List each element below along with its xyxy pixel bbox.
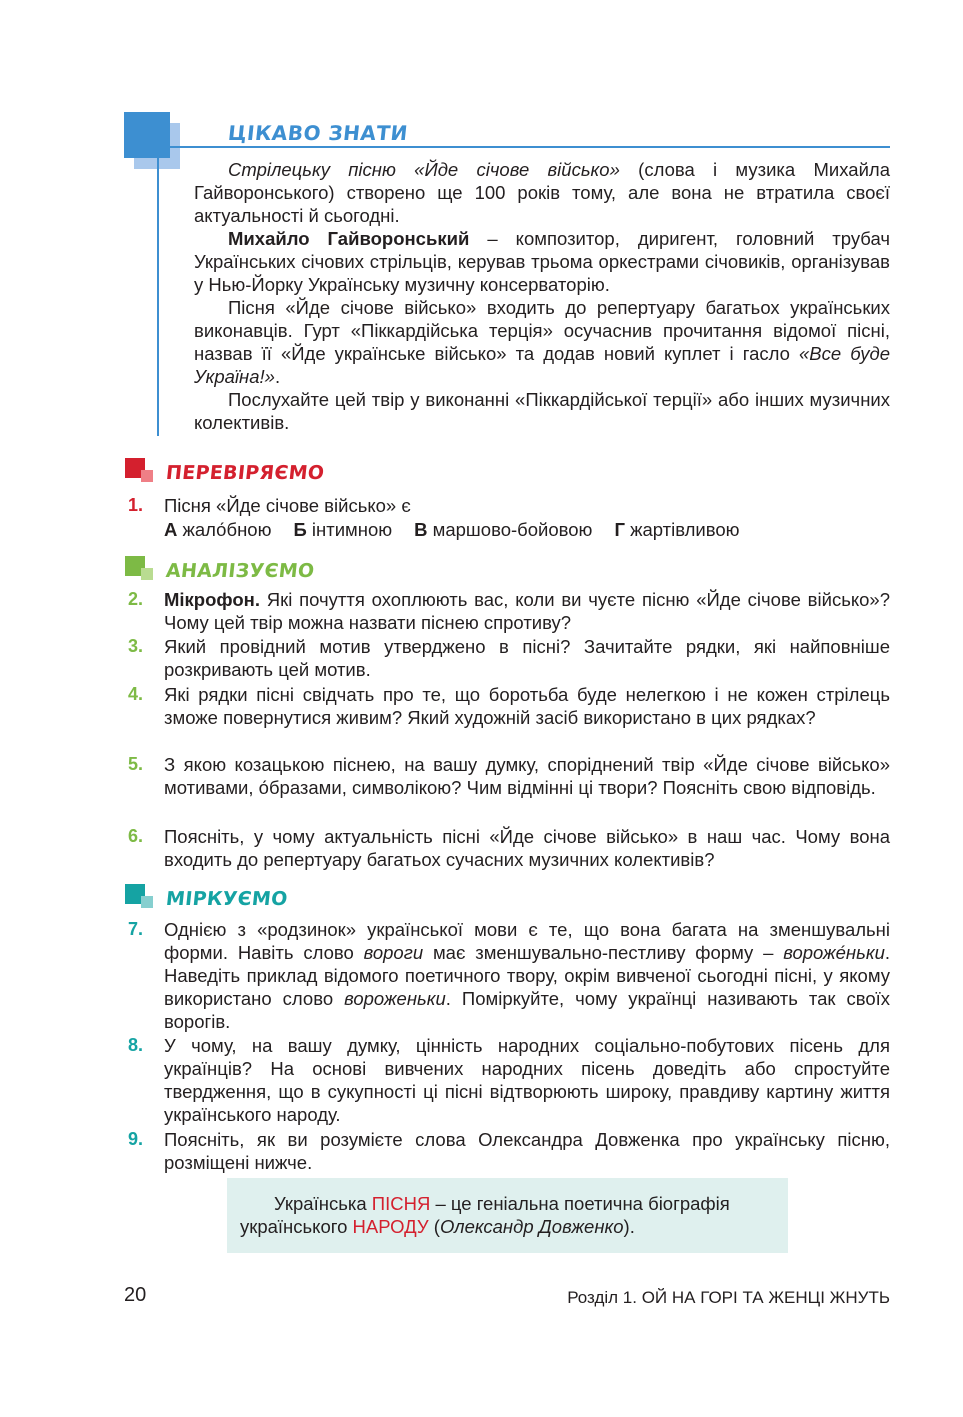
question-6-text: Поясніть, у чому актуальність пісні «Йде січове військо» в наш час. Чому вона входить до репертуару багатьох сучасних музичних колективів? (164, 826, 890, 870)
question-number-8: 8. (128, 1035, 144, 1055)
question-9-text: Поясніть, як ви розумієте слова Олександра Довженка про українську пісню, розміщені нижче. (164, 1129, 890, 1173)
cikavo-title: ЦІКАВО ЗНАТИ (226, 121, 410, 145)
question-2-text: Мікрофон. Які почуття охоплюють вас, коли ви чуєте пісню «Йде січове військо»? Чому цей твір можна назвати піснею спротиву? (164, 589, 890, 633)
question-number-3: 3. (128, 636, 144, 656)
question-number-2: 2. (128, 589, 144, 609)
pereviryaemo-title: ПЕРЕВІРЯЄМО (164, 462, 326, 484)
question-number-1: 1. (128, 495, 144, 515)
cikavo-body (194, 158, 890, 434)
quote-text: Українська ПІСНЯ – це геніальна поетична біографія українського НАРОДУ (Олександр Довженко). (240, 1193, 730, 1237)
cikavo-paragraph-1: Стрілецьку пісню «Йде січове військо» (слова і музика Михайла Гайворонського) створено ще 100 років тому, але вона не втратила своєї актуальності й сьогодні. (194, 159, 890, 226)
section-title-footer: Розділ 1. ОЙ НА ГОРІ ТА ЖЕНЦІ ЖНУТЬ (567, 1288, 890, 1307)
pereviryaemo-marker-small (141, 470, 153, 482)
question-number-7: 7. (128, 919, 144, 939)
question-8-text: У чому, на вашу думку, цінність народних соціально-побутових пісень для українців? На основі вивчених народних пісень доведіть або спростуйте твердження, що в сукупності ці пісні відтворюють широку, правдиву картину життя українського народу. (164, 1035, 890, 1125)
cikavo-paragraph-2: Михайло Гайворонський – композитор, диригент, головний трубач Українських січових стрільців, керував трьома оркестрами січовиків, організував у Нью-Йорку Українську музичну консерваторію. (194, 228, 890, 295)
page-number: 20 (124, 1284, 147, 1306)
analizuemo-title: АНАЛІЗУЄМО (164, 560, 316, 582)
cikavo-decor-square-front (124, 112, 170, 158)
question-1-text: Пісня «Йде січове військо» є (164, 495, 411, 516)
question-number-9: 9. (128, 1129, 144, 1149)
option-v: В маршово-бойовою (414, 519, 593, 540)
mirkuemo-marker-small (141, 896, 153, 908)
question-number-5: 5. (128, 754, 144, 774)
question-3-text: Який провідний мотив утверджено в пісні? Зачитайте рядки, які найповніше розкривають цей мотив. (164, 636, 890, 680)
cikavo-title-underline (170, 146, 890, 148)
cikavo-paragraph-3: Пісня «Йде січове військо» входить до репертуару багатьох українських виконавців. Гурт «Піккардійська терція» осучаснив прочитання відомої пісні, назвав її «Йде українське військо» та додав новий куплет і гасло «Все буде Україна!». (194, 297, 890, 387)
question-5-text: З якою козацькою піснею, на вашу думку, споріднений твір «Йде січове військо» мотивами, о́бразами, символікою? Чим відмінні ці твори? Поясніть свою відповідь. (164, 754, 890, 798)
cikavo-paragraph-4: Послухайте цей твір у виконанні «Піккардійської терції» або інших музичних колективів. (194, 389, 890, 433)
question-number-6: 6. (128, 826, 144, 846)
option-h: Г жартівливою (614, 519, 740, 540)
question-7-text: Однією з «родзинок» української мови є те, що вона багата на зменшувальні форми. Навіть слово вороги має зменшувально-пестливу форму – вороже́ньки. Наведіть приклад відомого поетичного твору, окрім вивченої сьогодні пісні, у якому використано слово вороженьки. Поміркуйте, чому українці називають так своїх ворогів. (164, 919, 891, 1032)
question-1-options (164, 518, 890, 541)
cikavo-side-line (157, 158, 159, 436)
option-b: Б інтимною (293, 519, 393, 540)
analizuemo-marker-small (141, 568, 153, 580)
mirkuemo-title: МІРКУЄМО (164, 888, 289, 910)
question-number-4: 4. (128, 684, 144, 704)
option-a: А жало́бною (164, 519, 272, 540)
question-4-text: Які рядки пісні свідчать про те, що боротьба буде нелегкою і не кожен стрілець зможе повернутися живим? Який художній засіб використано в цих рядках? (164, 684, 890, 728)
